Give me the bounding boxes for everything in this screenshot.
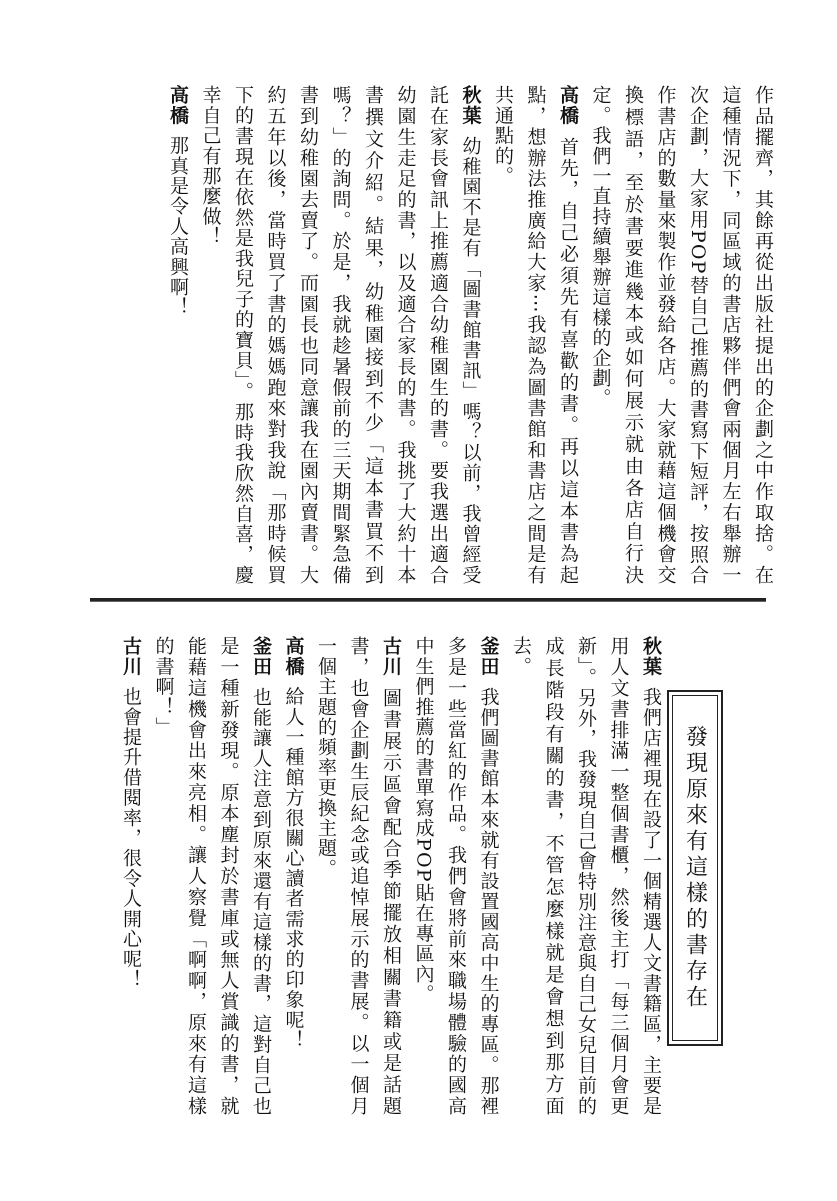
speaker-name: 古川 bbox=[380, 636, 402, 677]
speaker-name: 高橋 bbox=[167, 85, 189, 126]
speaker-name: 釜田 bbox=[477, 636, 500, 677]
speech-text: 幼稚園不是有「圖書館書訊」嗎？以前，我曾經受託在家長會訊上推薦適合幼稚園生的書。要我選出適合幼園生走足的書，以及適合家長的書。我挑了大約十本書撰文介紹。結果，幼稚園接到不少「這本書買不到嗎？」的詢問。於是，我就趁暑假前的三天期間緊急備書到幼稚園去賣了。而園長也同意讓我在園內賣書。大約五年以後，當時買了書的媽媽跑來對我說「那時候買下的書現在依然是我兒子的寶貝」。那時我欣然自喜，慶幸自己有那麼做！ bbox=[199, 85, 482, 585]
speech-text: 我們店裡現在設了一個精選人文書籍區，主要是用人文書排滿一整個書櫃，然後主打「每三個月會更新」。另外，我發現自己會特別注意與自己女兒目前的成長階段有關的書，不管怎麼樣就是會想到那方面去。 bbox=[510, 636, 662, 1116]
dialogue-paragraph bbox=[162, 85, 195, 585]
dialogue-paragraph bbox=[487, 85, 585, 585]
dialogue-paragraph bbox=[505, 636, 668, 1116]
speaker-name: 高橋 bbox=[557, 85, 579, 126]
dialogue-paragraph bbox=[147, 636, 277, 1116]
speech-text: 也能讓人注意到原來還有這樣的書，這對自己也是一種新發現。原本塵封於書庫或無人賞識的書，就能藉這機會出來亮相。讓人察覺「啊啊，原來有這樣的書啊！」 bbox=[152, 636, 272, 1116]
dialogue-paragraph bbox=[407, 636, 505, 1116]
speech-text: 給人一種館方很關心讀者需求的印象呢！ bbox=[282, 686, 305, 1051]
speaker-name: 秋葉 bbox=[459, 85, 482, 126]
top-dialogue-section bbox=[162, 85, 780, 585]
speech-text: 我們圖書館本來就有設置國高中生的專區。那裡多是一些當紅的作品。我們會將前來職場體驗的國高中生們推薦的書單寫成POP貼在專區內。 bbox=[412, 636, 500, 1116]
speaker-name: 釜田 bbox=[250, 636, 272, 677]
speech-text: 圖書展示區會配合季節擺放相關書籍或是話題書，也會企劃生辰紀念或追悼展示的書展。以一個月一個主題的頻率更換主題。 bbox=[315, 636, 402, 1116]
section-title-box bbox=[667, 690, 723, 1046]
dialogue-paragraph bbox=[115, 636, 148, 1116]
speech-text: 也會提升借閱率，很令人開心呢！ bbox=[120, 686, 142, 990]
section-divider bbox=[90, 598, 766, 601]
speech-text: 那真是令人高興啊！ bbox=[167, 135, 189, 318]
section-title: 發現原來有這樣的書存在 bbox=[682, 725, 708, 1011]
bottom-dialogue-section bbox=[115, 636, 668, 1116]
speaker-name: 古川 bbox=[120, 636, 142, 677]
dialogue-paragraph bbox=[310, 636, 408, 1116]
dialogue-paragraph bbox=[277, 636, 310, 1116]
dialogue-paragraph bbox=[194, 85, 487, 585]
dialogue-paragraph bbox=[584, 85, 779, 585]
speech-text: 作品擺齊，其餘再從出版社提出的企劃之中作取捨。在這種情況下，同區域的書店夥伴們會兩個月左右舉辦一次企劃，大家用POP替自己推薦的書寫下短評，按照合作書店的數量來製作並發給各店。大家就藉這個機會交換標語，至於書要進幾本或如何展示就由各店自行決定。我們一直持續舉辦這樣的企劃。 bbox=[589, 85, 774, 585]
speaker-name: 秋葉 bbox=[640, 636, 662, 677]
speech-text: 首先，自己必須先有喜歡的書。再以這本書為起點，想辦法推廣給大家⋯我認為圖書館和書店之間是有共通點的。 bbox=[492, 85, 579, 585]
speaker-name: 高橋 bbox=[282, 636, 305, 677]
